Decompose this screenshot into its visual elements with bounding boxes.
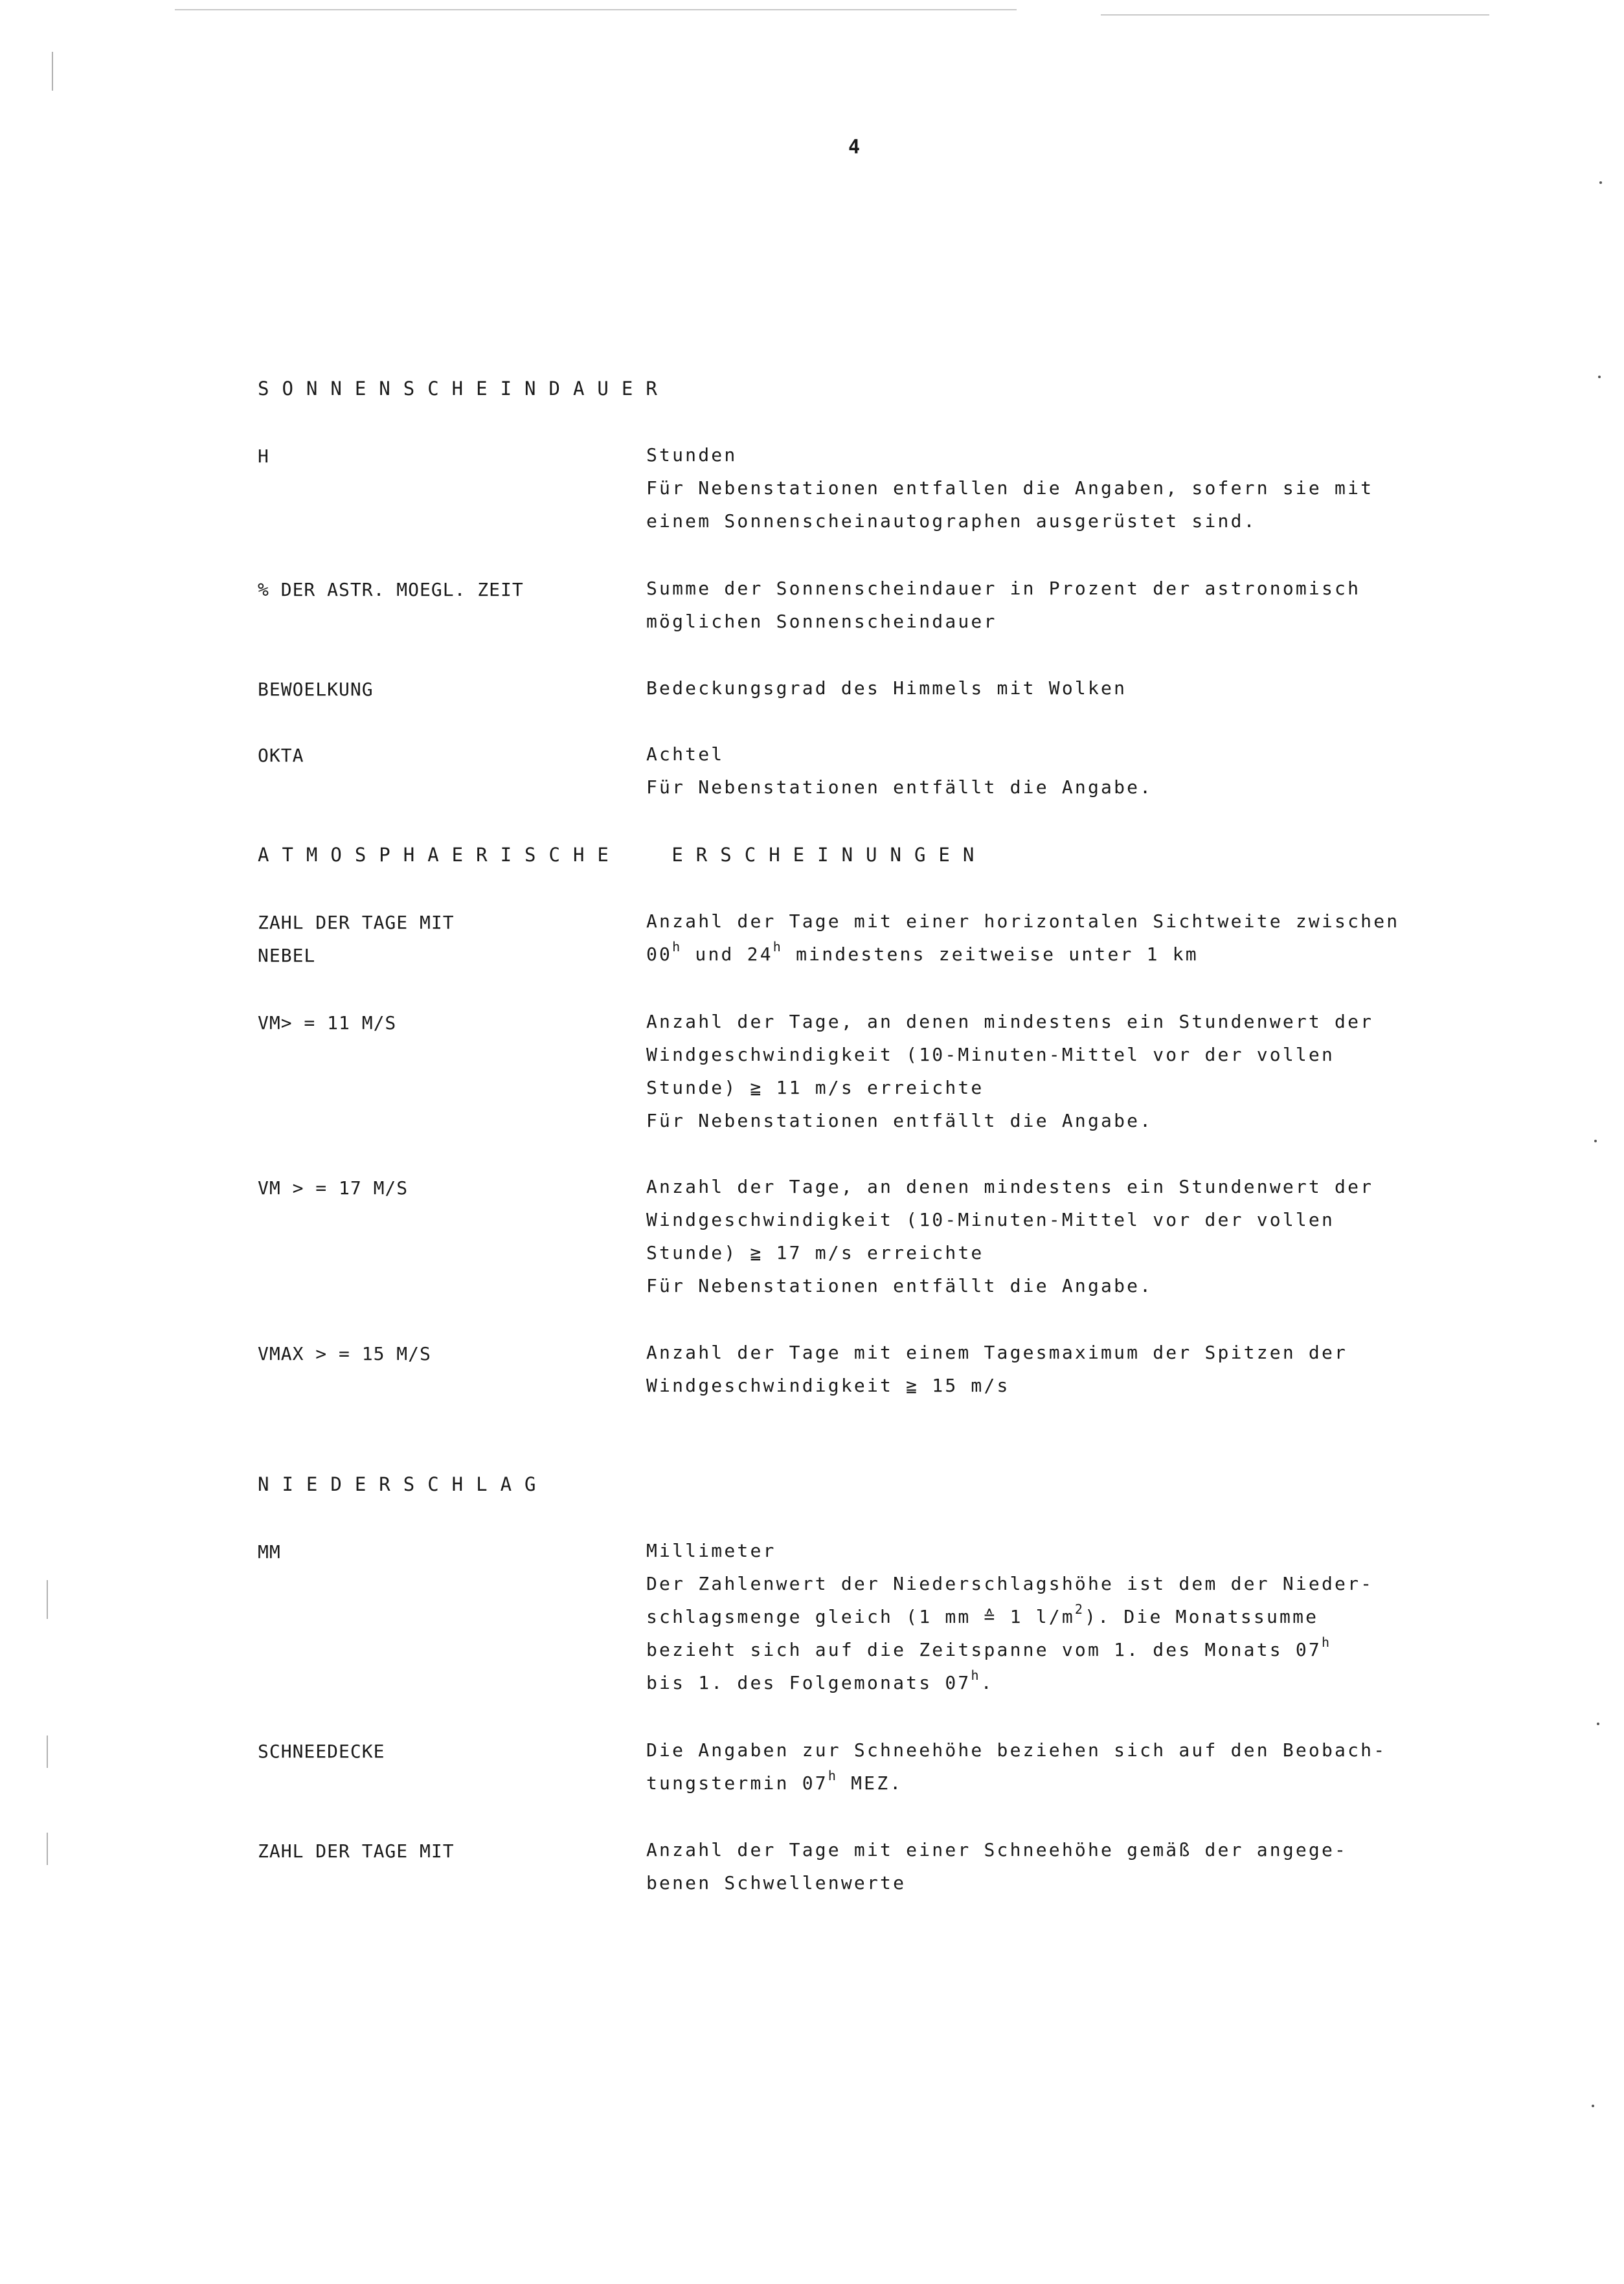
- scan-edge-line: [1101, 14, 1489, 16]
- desc-line: Die Angaben zur Schneehöhe beziehen sich auf den Beobach-: [646, 1739, 1387, 1761]
- desc-vm-11: [646, 1005, 1449, 1137]
- desc-vm-17: [646, 1170, 1449, 1302]
- desc-line: einem Sonnenscheinautographen ausgerüstet sind.: [646, 510, 1257, 532]
- text-fragment: schlagsmenge gleich (1 mm ≙ 1 l/m: [646, 1606, 1075, 1627]
- desc-line: [646, 1600, 1449, 1633]
- desc-line: [646, 938, 1449, 971]
- term-zahl-der-tage-mit: ZAHL DER TAGE MIT: [258, 912, 455, 933]
- text-fragment: mindestens zeitweise unter 1 km: [783, 944, 1199, 965]
- desc-line: Stunde) ≧ 11 m/s erreichte: [646, 1077, 984, 1098]
- superscript: h: [672, 939, 682, 955]
- desc-zahl-der-tage-mit-schnee: [646, 1833, 1449, 1899]
- desc-line: Anzahl der Tage mit einer horizontalen Sichtweite zwischen: [646, 910, 1400, 932]
- term-bewoelkung: BEWOELKUNG: [258, 679, 374, 700]
- text-fragment: ). Die Monatssumme: [1085, 1606, 1319, 1627]
- scan-edge-line: [47, 1736, 48, 1768]
- scan-speck: [1592, 2105, 1594, 2107]
- scan-speck: [1599, 181, 1602, 184]
- desc-line: benen Schwellenwerte: [646, 1872, 907, 1894]
- desc-h: [646, 438, 1449, 537]
- scan-edge-line: [175, 9, 1017, 10]
- term-zahl-der-tage-mit-schnee: ZAHL DER TAGE MIT: [258, 1840, 455, 1862]
- scan-speck: [1597, 1723, 1599, 1725]
- desc-line: Für Nebenstationen entfallen die Angaben, sofern sie mit: [646, 477, 1374, 499]
- desc-line: [646, 1633, 1449, 1666]
- desc-line: Stunden: [646, 444, 738, 466]
- section-heading-sonnenscheindauer: SONNENSCHEINDAUER: [258, 378, 670, 400]
- term-astr-moegl-zeit: % DER ASTR. MOEGL. ZEIT: [258, 579, 524, 600]
- superscript: h: [971, 1668, 981, 1683]
- desc-line: Anzahl der Tage, an denen mindestens ein Stundenwert der: [646, 1176, 1374, 1197]
- desc-line: Anzahl der Tage mit einem Tagesmaximum der Spitzen der: [646, 1342, 1348, 1363]
- desc-vmax-15: [646, 1336, 1449, 1402]
- desc-line: Achtel: [646, 743, 725, 765]
- text-fragment: bezieht sich auf die Zeitspanne vom 1. des Monats 07: [646, 1639, 1322, 1660]
- desc-line: Windgeschwindigkeit ≧ 15 m/s: [646, 1375, 1010, 1396]
- desc-line: Windgeschwindigkeit (10-Minuten-Mittel vor der vollen: [646, 1209, 1335, 1230]
- superscript: h: [828, 1768, 839, 1783]
- desc-astr-moegl-zeit: [646, 572, 1449, 638]
- desc-line: Windgeschwindigkeit (10-Minuten-Mittel vor der vollen: [646, 1044, 1335, 1065]
- scan-edge-line: [47, 1833, 48, 1865]
- desc-line: Für Nebenstationen entfällt die Angabe.: [646, 776, 1153, 798]
- term-vm-11: VM> = 11 M/S: [258, 1012, 397, 1034]
- desc-line: [646, 1666, 1449, 1699]
- page-number: 4: [848, 136, 861, 159]
- term-vmax-15: VMAX > = 15 M/S: [258, 1343, 431, 1364]
- superscript: h: [773, 939, 784, 955]
- term-h: H: [258, 446, 269, 467]
- section-heading-atmosphaerische-erscheinungen: ATMOSPHAERISCHE ERSCHEINUNGEN: [258, 844, 987, 866]
- term-okta: OKTA: [258, 745, 304, 766]
- desc-line: Stunde) ≧ 17 m/s erreichte: [646, 1242, 984, 1263]
- desc-line: Summe der Sonnenscheindauer in Prozent der astronomisch: [646, 578, 1361, 599]
- scan-edge-line: [52, 52, 53, 91]
- scan-speck: [1594, 1140, 1597, 1142]
- scan-edge-line: [47, 1580, 48, 1619]
- section-heading-niederschlag: NIEDERSCHLAG: [258, 1473, 549, 1495]
- desc-line: Anzahl der Tage mit einer Schneehöhe gemäß der angege-: [646, 1839, 1348, 1860]
- text-fragment: MEZ.: [838, 1772, 903, 1794]
- desc-line: Für Nebenstationen entfällt die Angabe.: [646, 1275, 1153, 1296]
- text-fragment: .: [980, 1672, 994, 1693]
- superscript: 2: [1074, 1601, 1085, 1617]
- text-fragment: bis 1. des Folgemonats 07: [646, 1672, 971, 1693]
- superscript: h: [1322, 1634, 1332, 1650]
- desc-line: [646, 1767, 1449, 1800]
- desc-bewoelkung: [646, 672, 1449, 705]
- desc-line: Der Zahlenwert der Niederschlagshöhe ist dem der Nieder-: [646, 1573, 1374, 1594]
- desc-line: möglichen Sonnenscheindauer: [646, 611, 997, 632]
- term-mm: MM: [258, 1541, 281, 1563]
- text-fragment: und 24: [682, 944, 773, 965]
- desc-mm: [646, 1534, 1449, 1699]
- scan-speck: [1598, 376, 1601, 378]
- desc-line: Millimeter: [646, 1540, 776, 1561]
- desc-nebel: [646, 905, 1449, 971]
- text-fragment: 00: [646, 944, 673, 965]
- term-nebel: NEBEL: [258, 945, 316, 966]
- desc-line: Anzahl der Tage, an denen mindestens ein Stundenwert der: [646, 1011, 1374, 1032]
- term-schneedecke: SCHNEEDECKE: [258, 1741, 385, 1762]
- term-vm-17: VM > = 17 M/S: [258, 1177, 409, 1199]
- desc-schneedecke: [646, 1734, 1449, 1800]
- desc-line: Für Nebenstationen entfällt die Angabe.: [646, 1110, 1153, 1131]
- text-fragment: tungstermin 07: [646, 1772, 828, 1794]
- desc-okta: [646, 738, 1449, 804]
- desc-line: Bedeckungsgrad des Himmels mit Wolken: [646, 677, 1127, 699]
